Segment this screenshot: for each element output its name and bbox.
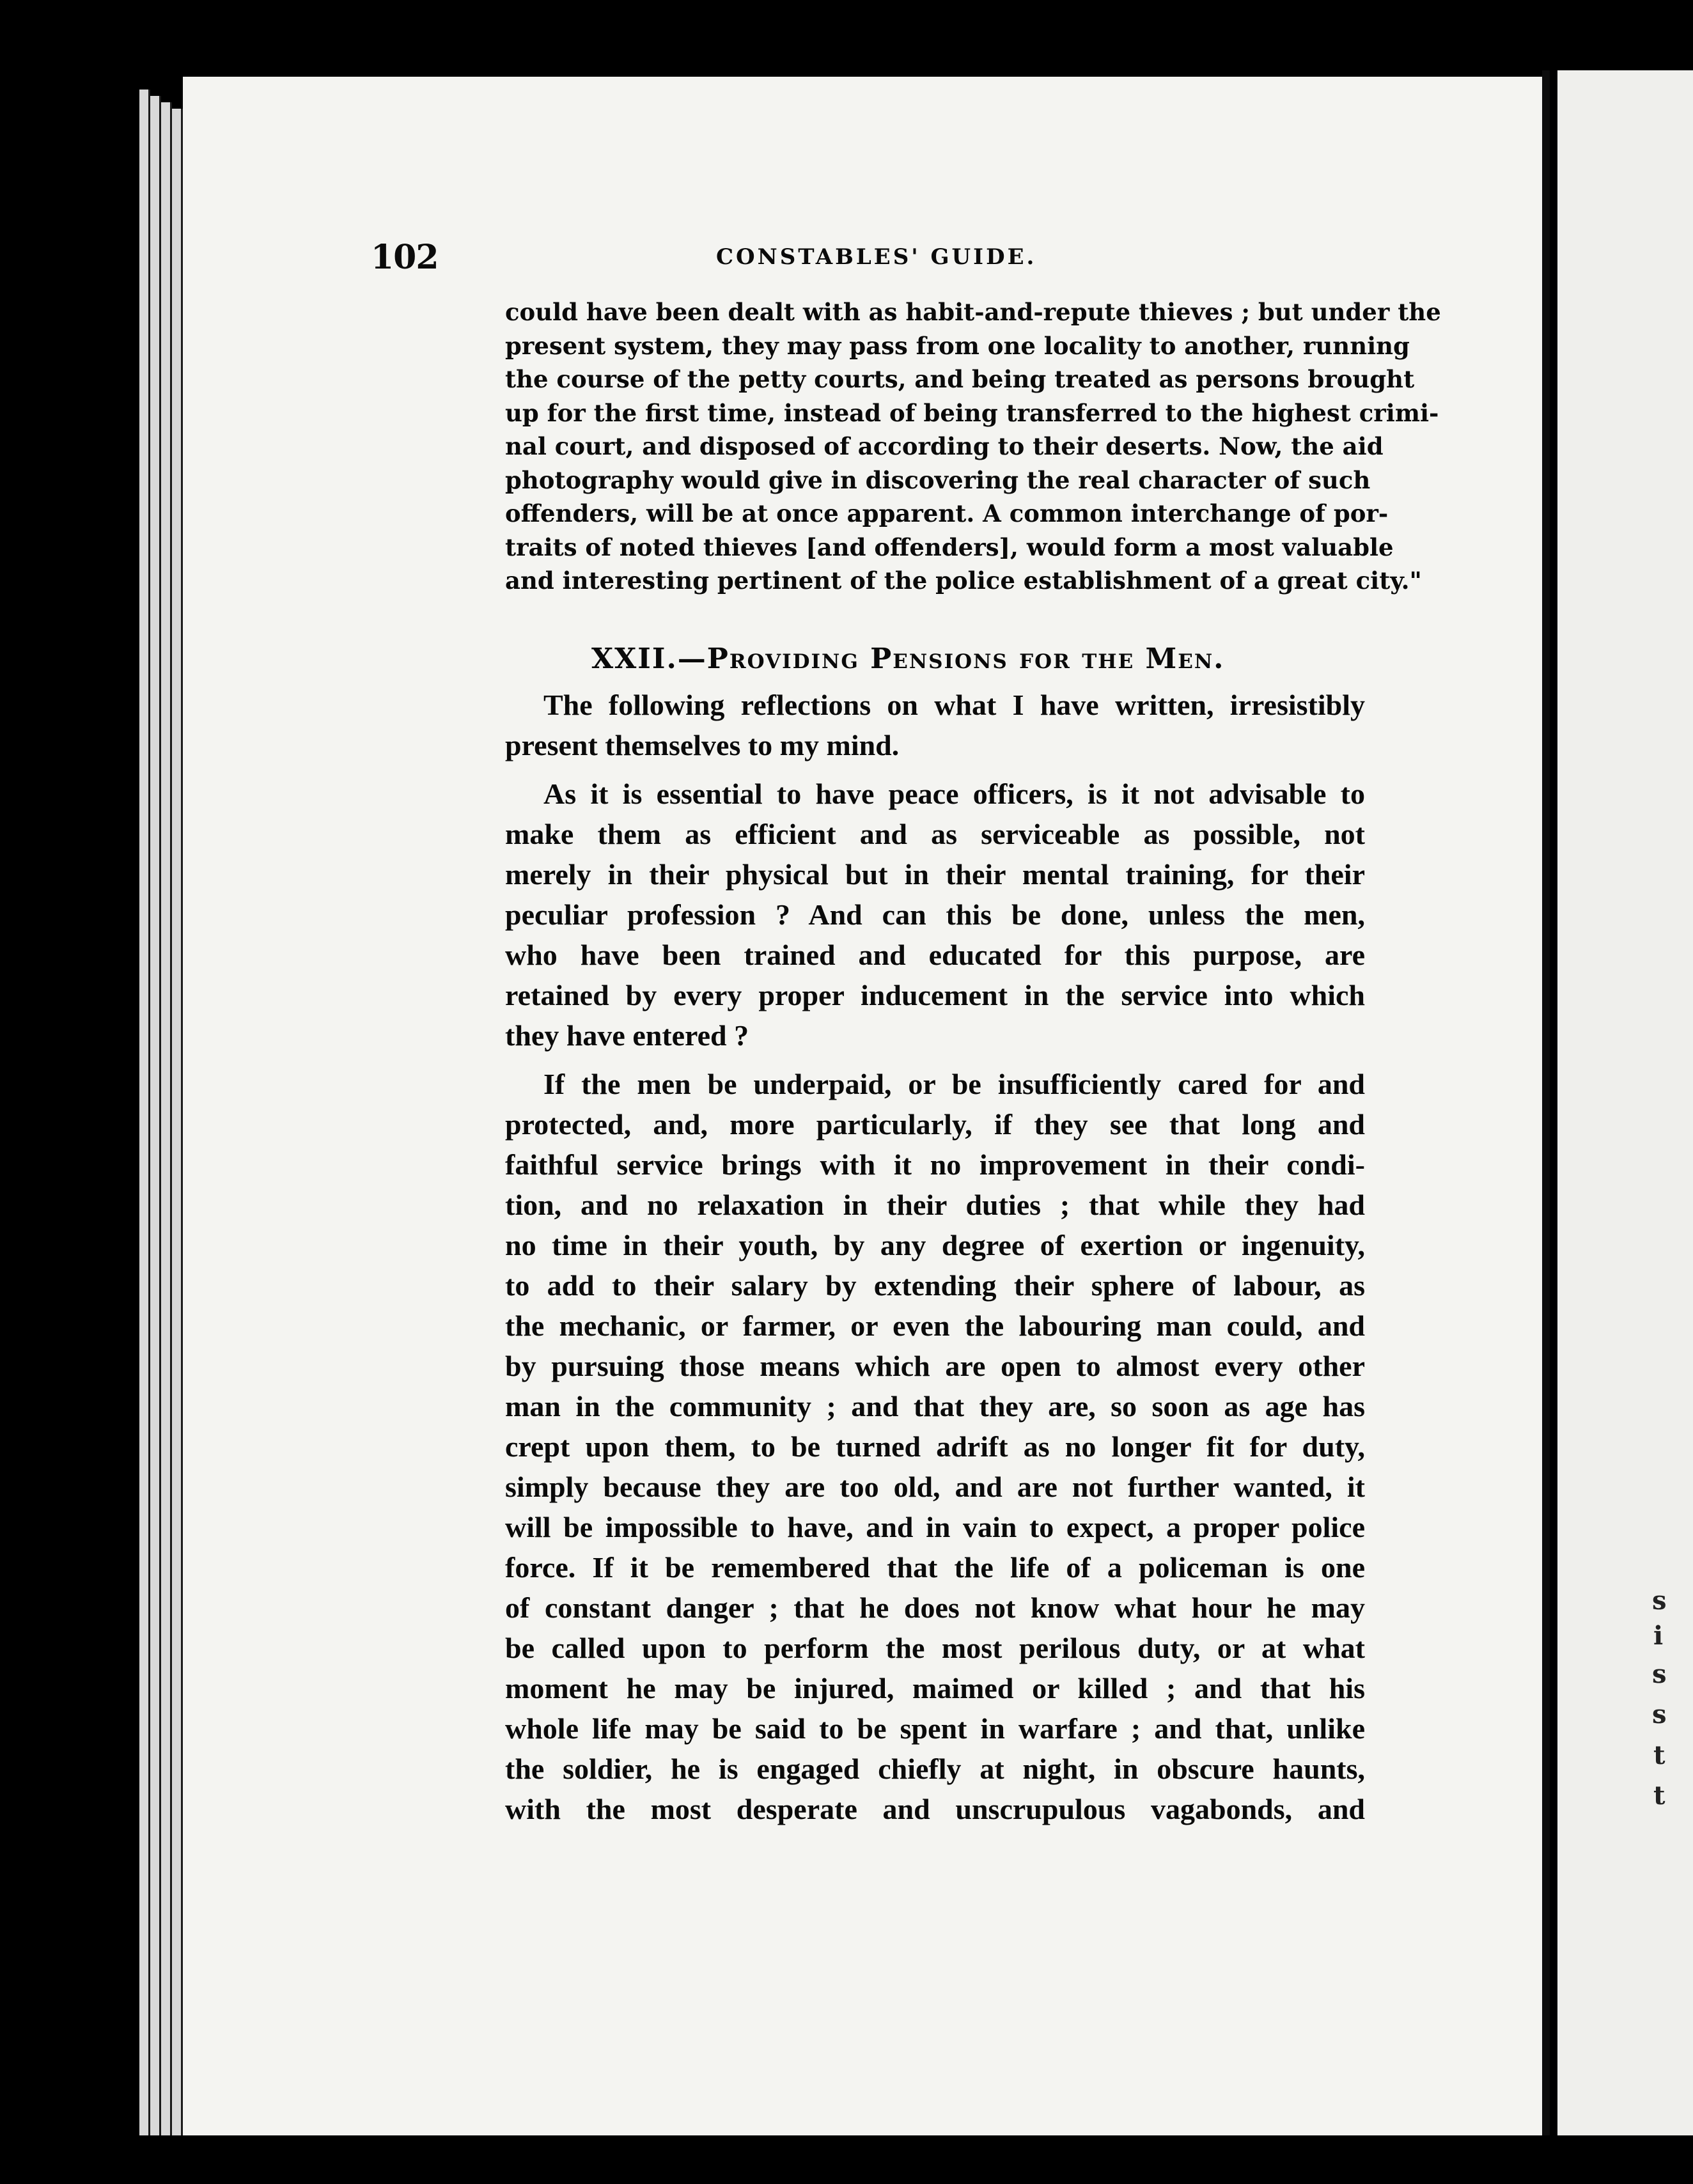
page-edge [172, 109, 183, 2135]
text-line: could have been dealt with as habit-and-repute thieves ; but under the [505, 298, 1441, 326]
facing-page-letter: i [1653, 1621, 1664, 1651]
text-line: by pursuing those means which are open to almost every other [505, 1349, 1365, 1382]
page-gutter [1542, 70, 1550, 2135]
text-line: up for the first time, instead of being transferred to the highest crimi- [505, 398, 1439, 427]
facing-page-edge [1557, 70, 1693, 2135]
running-title: CONSTABLES' GUIDE. [716, 244, 1037, 270]
text-line: photography would give in discovering the real character of such [505, 465, 1371, 494]
facing-page-letter: s [1652, 1586, 1667, 1616]
text-line: nal court, and disposed of according to their deserts. Now, the aid [505, 432, 1384, 460]
paragraph [505, 774, 1365, 1056]
text-line: The following reflections on what I have written, irresistibly [543, 688, 1365, 721]
page-edge [150, 96, 161, 2135]
text-line: crept upon them, to be turned adrift as no longer fit for duty, [505, 1430, 1365, 1463]
paragraph [505, 685, 1365, 765]
text-line: present themselves to my mind. [505, 728, 900, 761]
facing-page-letter: t [1653, 1781, 1666, 1811]
facing-page-letter: s [1652, 1699, 1667, 1729]
text-line: make them as efficient and as serviceable as possible, not [505, 817, 1365, 850]
text-line: moment he may be injured, maimed or killed ; and that his [505, 1671, 1365, 1704]
text-line: tion, and no relaxation in their duties ; that while they had [505, 1188, 1365, 1221]
facing-page-letter: t [1653, 1740, 1666, 1770]
running-head [371, 238, 1368, 276]
text-line: traits of noted thieves [and offenders], would form a most valuable [505, 533, 1394, 561]
text-line: faithful service brings with it no improvement in their condi- [505, 1148, 1365, 1181]
paragraph [505, 1064, 1365, 1829]
text-line: they have entered ? [505, 1018, 749, 1052]
text-line: with the most desperate and unscrupulous vagabonds, and [505, 1792, 1365, 1825]
text-line: of constant danger ; that he does not know what hour he may [505, 1591, 1365, 1624]
page-edge [161, 102, 172, 2135]
section-heading: XXII.—Providing Pensions for the Men. [591, 642, 1225, 675]
text-line: force. If it be remembered that the life of a policeman is one [505, 1550, 1365, 1584]
text-line: peculiar profession ? And can this be done, unless the men, [505, 898, 1365, 931]
text-line: As it is essential to have peace officers, is it not advisable to [543, 777, 1365, 810]
text-line: will be impossible to have, and in vain to expect, a proper police [505, 1510, 1365, 1543]
text-line: man in the community ; and that they are, so soon as age has [505, 1389, 1365, 1423]
text-line: who have been trained and educated for this purpose, are [505, 938, 1365, 971]
text-line: protected, and, more particularly, if they see that long and [505, 1107, 1365, 1141]
text-line: no time in their youth, by any degree of exertion or ingenuity, [505, 1228, 1365, 1261]
page-text [505, 295, 1441, 1829]
text-line: whole life may be said to be spent in warfare ; and that, unlike [505, 1712, 1365, 1745]
text-line: offenders, will be at once apparent. A common interchange of por- [505, 499, 1389, 527]
page-number: 102 [371, 238, 439, 277]
quoted-passage [505, 295, 1441, 598]
text-line: the mechanic, or farmer, or even the labouring man could, and [505, 1309, 1365, 1342]
text-line: simply because they are too old, and are not further wanted, it [505, 1470, 1365, 1503]
page-edge [139, 90, 150, 2135]
text-line: be called upon to perform the most perilous duty, or at what [505, 1631, 1365, 1664]
facing-page-letter: s [1652, 1659, 1667, 1689]
text-line: and interesting pertinent of the police establishment of a great city." [505, 566, 1422, 595]
text-line: retained by every proper inducement in the service into which [505, 978, 1365, 1011]
text-line: the soldier, he is engaged chiefly at night, in obscure haunts, [505, 1752, 1365, 1785]
text-line: to add to their salary by extending their sphere of labour, as [505, 1268, 1365, 1302]
text-line: If the men be underpaid, or be insufficiently cared for and [543, 1067, 1365, 1100]
text-line: the course of the petty courts, and being treated as persons brought [505, 365, 1415, 393]
text-line: present system, they may pass from one locality to another, running [505, 331, 1410, 360]
text-line: merely in their physical but in their mental training, for their [505, 857, 1365, 891]
